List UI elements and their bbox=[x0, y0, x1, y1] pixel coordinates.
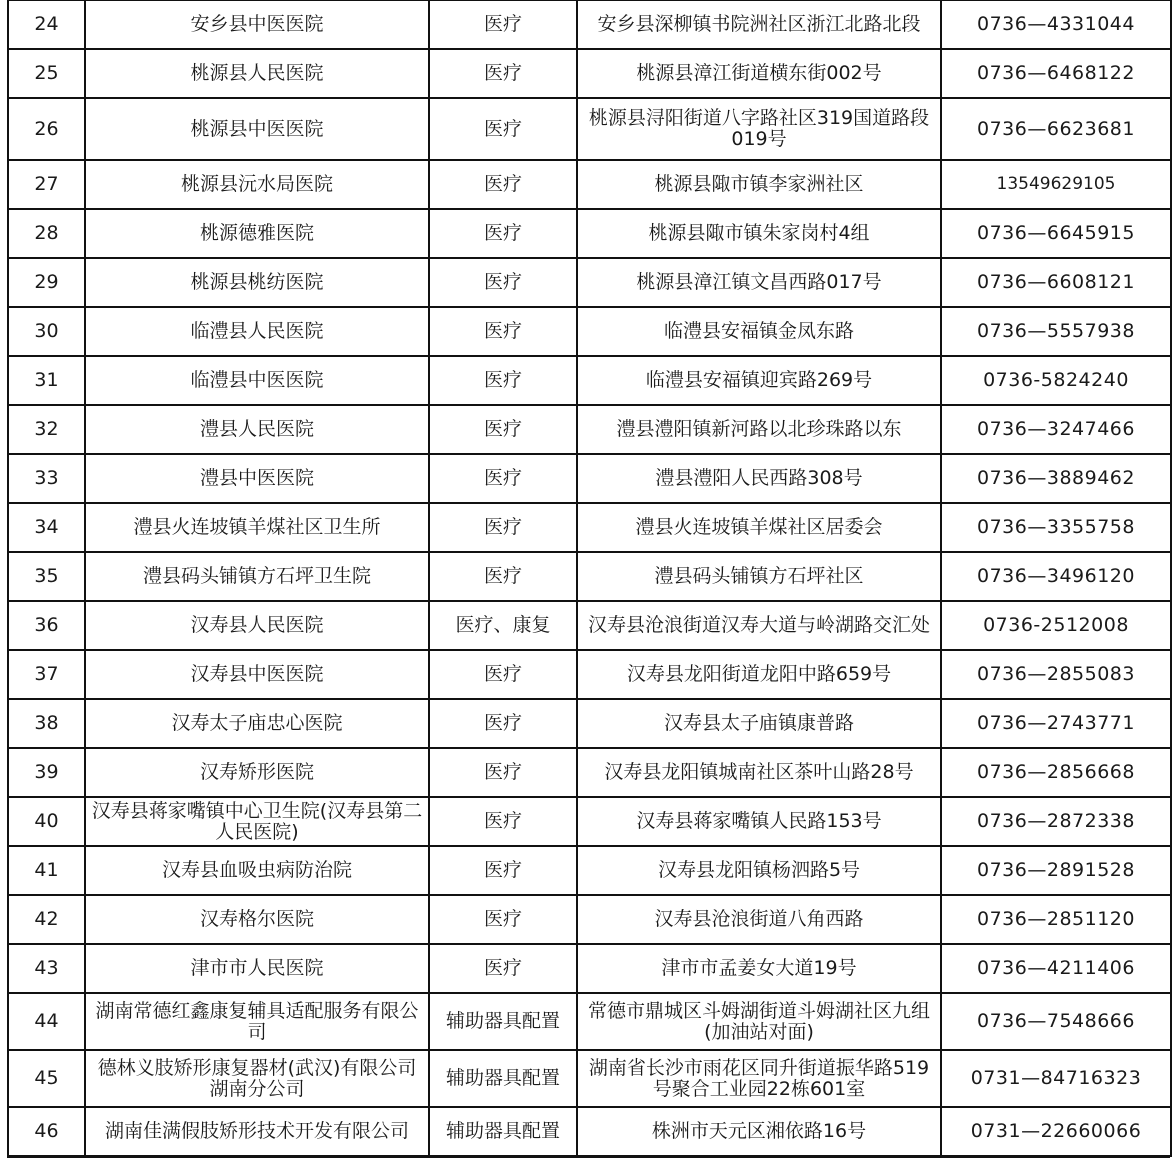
service-type-cell: 医疗 bbox=[429, 552, 577, 601]
table-row bbox=[8, 160, 1171, 209]
row-number-cell: 25 bbox=[8, 49, 85, 98]
table-row bbox=[8, 797, 1171, 846]
table-row bbox=[8, 503, 1171, 552]
table-row bbox=[8, 944, 1171, 993]
row-number-cell: 28 bbox=[8, 209, 85, 258]
institution-name-cell: 津市市人民医院 bbox=[85, 944, 429, 993]
institution-name-cell: 德林义肢矫形康复器材(武汉)有限公司湖南分公司 bbox=[85, 1050, 429, 1107]
table-row bbox=[8, 552, 1171, 601]
row-number-cell: 45 bbox=[8, 1050, 85, 1107]
service-type-cell: 医疗 bbox=[429, 944, 577, 993]
table-row bbox=[8, 993, 1171, 1050]
table-body bbox=[8, 0, 1171, 1156]
phone-cell: 0736-5824240 bbox=[941, 356, 1171, 405]
table-row bbox=[8, 895, 1171, 944]
hospital-table-sheet bbox=[7, 0, 1170, 1157]
address-cell: 津市市孟姜女大道19号 bbox=[577, 944, 941, 993]
institution-name-cell: 湖南常德红鑫康复辅具适配服务有限公司 bbox=[85, 993, 429, 1050]
table-row bbox=[8, 1107, 1171, 1156]
phone-cell: 0736—2851120 bbox=[941, 895, 1171, 944]
row-number-cell: 35 bbox=[8, 552, 85, 601]
address-cell: 汉寿县龙阳镇城南社区茶叶山路28号 bbox=[577, 748, 941, 797]
table-row bbox=[8, 209, 1171, 258]
phone-cell: 0731—84716323 bbox=[941, 1050, 1171, 1107]
row-number-cell: 43 bbox=[8, 944, 85, 993]
phone-cell: 0736—2891528 bbox=[941, 846, 1171, 895]
address-cell: 汉寿县蒋家嘴镇人民路153号 bbox=[577, 797, 941, 846]
service-type-cell: 辅助器具配置 bbox=[429, 993, 577, 1050]
address-cell: 桃源县陬市镇朱家岗村4组 bbox=[577, 209, 941, 258]
address-cell: 湖南省长沙市雨花区同升街道振华路519号聚合工业园22栋601室 bbox=[577, 1050, 941, 1107]
table-row bbox=[8, 405, 1171, 454]
institution-name-cell: 澧县人民医院 bbox=[85, 405, 429, 454]
service-type-cell: 医疗 bbox=[429, 209, 577, 258]
row-number-cell: 41 bbox=[8, 846, 85, 895]
phone-cell: 0736—4331044 bbox=[941, 0, 1171, 49]
table-row bbox=[8, 846, 1171, 895]
phone-cell: 0736—7548666 bbox=[941, 993, 1171, 1050]
institution-table bbox=[7, 0, 1172, 1157]
service-type-cell: 医疗 bbox=[429, 699, 577, 748]
service-type-cell: 医疗 bbox=[429, 0, 577, 49]
phone-cell: 0736—4211406 bbox=[941, 944, 1171, 993]
phone-cell: 0736-2512008 bbox=[941, 601, 1171, 650]
service-type-cell: 医疗 bbox=[429, 307, 577, 356]
institution-name-cell: 汉寿县中医医院 bbox=[85, 650, 429, 699]
service-type-cell: 医疗 bbox=[429, 748, 577, 797]
address-cell: 澧县澧阳镇新河路以北珍珠路以东 bbox=[577, 405, 941, 454]
row-number-cell: 33 bbox=[8, 454, 85, 503]
table-row bbox=[8, 49, 1171, 98]
table-row bbox=[8, 748, 1171, 797]
institution-name-cell: 汉寿矫形医院 bbox=[85, 748, 429, 797]
institution-name-cell: 澧县火连坡镇羊煤社区卫生所 bbox=[85, 503, 429, 552]
row-number-cell: 24 bbox=[8, 0, 85, 49]
institution-name-cell: 汉寿格尔医院 bbox=[85, 895, 429, 944]
service-type-cell: 辅助器具配置 bbox=[429, 1107, 577, 1156]
institution-name-cell: 桃源德雅医院 bbox=[85, 209, 429, 258]
service-type-cell: 医疗 bbox=[429, 98, 577, 160]
address-cell: 汉寿县龙阳街道龙阳中路659号 bbox=[577, 650, 941, 699]
institution-name-cell: 澧县中医医院 bbox=[85, 454, 429, 503]
phone-cell: 0736—6468122 bbox=[941, 49, 1171, 98]
row-number-cell: 27 bbox=[8, 160, 85, 209]
row-number-cell: 29 bbox=[8, 258, 85, 307]
service-type-cell: 医疗 bbox=[429, 454, 577, 503]
address-cell: 桃源县漳江镇文昌西路017号 bbox=[577, 258, 941, 307]
service-type-cell: 医疗 bbox=[429, 650, 577, 699]
institution-name-cell: 临澧县中医医院 bbox=[85, 356, 429, 405]
table-row bbox=[8, 0, 1171, 49]
service-type-cell: 医疗 bbox=[429, 160, 577, 209]
row-number-cell: 46 bbox=[8, 1107, 85, 1156]
service-type-cell: 医疗 bbox=[429, 846, 577, 895]
service-type-cell: 医疗 bbox=[429, 356, 577, 405]
phone-cell: 0736—5557938 bbox=[941, 307, 1171, 356]
institution-name-cell: 桃源县人民医院 bbox=[85, 49, 429, 98]
row-number-cell: 44 bbox=[8, 993, 85, 1050]
table-row bbox=[8, 1050, 1171, 1107]
service-type-cell: 医疗 bbox=[429, 405, 577, 454]
service-type-cell: 医疗 bbox=[429, 895, 577, 944]
address-cell: 株洲市天元区湘依路16号 bbox=[577, 1107, 941, 1156]
phone-cell: 0736—3355758 bbox=[941, 503, 1171, 552]
address-cell: 汉寿县太子庙镇康普路 bbox=[577, 699, 941, 748]
address-cell: 常德市鼎城区斗姆湖街道斗姆湖社区九组(加油站对面) bbox=[577, 993, 941, 1050]
institution-name-cell: 汉寿县血吸虫病防治院 bbox=[85, 846, 429, 895]
row-number-cell: 34 bbox=[8, 503, 85, 552]
institution-name-cell: 桃源县桃纺医院 bbox=[85, 258, 429, 307]
row-number-cell: 31 bbox=[8, 356, 85, 405]
service-type-cell: 医疗 bbox=[429, 797, 577, 846]
address-cell: 临澧县安福镇金凤东路 bbox=[577, 307, 941, 356]
address-cell: 澧县澧阳人民西路308号 bbox=[577, 454, 941, 503]
address-cell: 汉寿县沧浪街道八角西路 bbox=[577, 895, 941, 944]
institution-name-cell: 安乡县中医医院 bbox=[85, 0, 429, 49]
table-row bbox=[8, 601, 1171, 650]
address-cell: 桃源县陬市镇李家洲社区 bbox=[577, 160, 941, 209]
phone-cell: 0736—6645915 bbox=[941, 209, 1171, 258]
address-cell: 汉寿县龙阳镇杨泗路5号 bbox=[577, 846, 941, 895]
phone-cell: 0736—2856668 bbox=[941, 748, 1171, 797]
table-row bbox=[8, 699, 1171, 748]
phone-cell: 0736—3496120 bbox=[941, 552, 1171, 601]
phone-cell: 0731—22660066 bbox=[941, 1107, 1171, 1156]
address-cell: 桃源县漳江街道横东街002号 bbox=[577, 49, 941, 98]
row-number-cell: 38 bbox=[8, 699, 85, 748]
table-row bbox=[8, 454, 1171, 503]
service-type-cell: 医疗 bbox=[429, 49, 577, 98]
address-cell: 临澧县安福镇迎宾路269号 bbox=[577, 356, 941, 405]
row-number-cell: 30 bbox=[8, 307, 85, 356]
address-cell: 桃源县浔阳街道八字路社区319国道路段019号 bbox=[577, 98, 941, 160]
service-type-cell: 医疗 bbox=[429, 258, 577, 307]
institution-name-cell: 汉寿县人民医院 bbox=[85, 601, 429, 650]
institution-name-cell: 桃源县沅水局医院 bbox=[85, 160, 429, 209]
row-number-cell: 32 bbox=[8, 405, 85, 454]
institution-name-cell: 澧县码头铺镇方石坪卫生院 bbox=[85, 552, 429, 601]
table-row bbox=[8, 307, 1171, 356]
table-row bbox=[8, 356, 1171, 405]
row-number-cell: 26 bbox=[8, 98, 85, 160]
phone-cell: 13549629105 bbox=[941, 160, 1171, 209]
phone-cell: 0736—6608121 bbox=[941, 258, 1171, 307]
institution-name-cell: 汉寿县蒋家嘴镇中心卫生院(汉寿县第二人民医院) bbox=[85, 797, 429, 846]
row-number-cell: 37 bbox=[8, 650, 85, 699]
row-number-cell: 42 bbox=[8, 895, 85, 944]
institution-name-cell: 湖南佳满假肢矫形技术开发有限公司 bbox=[85, 1107, 429, 1156]
address-cell: 澧县码头铺镇方石坪社区 bbox=[577, 552, 941, 601]
table-row bbox=[8, 258, 1171, 307]
institution-name-cell: 桃源县中医医院 bbox=[85, 98, 429, 160]
institution-name-cell: 临澧县人民医院 bbox=[85, 307, 429, 356]
row-number-cell: 39 bbox=[8, 748, 85, 797]
phone-cell: 0736—2872338 bbox=[941, 797, 1171, 846]
service-type-cell: 医疗 bbox=[429, 503, 577, 552]
address-cell: 安乡县深柳镇书院洲社区浙江北路北段 bbox=[577, 0, 941, 49]
row-number-cell: 40 bbox=[8, 797, 85, 846]
phone-cell: 0736—3247466 bbox=[941, 405, 1171, 454]
phone-cell: 0736—3889462 bbox=[941, 454, 1171, 503]
address-cell: 澧县火连坡镇羊煤社区居委会 bbox=[577, 503, 941, 552]
phone-cell: 0736—6623681 bbox=[941, 98, 1171, 160]
service-type-cell: 医疗、康复 bbox=[429, 601, 577, 650]
row-number-cell: 36 bbox=[8, 601, 85, 650]
institution-name-cell: 汉寿太子庙忠心医院 bbox=[85, 699, 429, 748]
table-row bbox=[8, 650, 1171, 699]
phone-cell: 0736—2855083 bbox=[941, 650, 1171, 699]
phone-cell: 0736—2743771 bbox=[941, 699, 1171, 748]
address-cell: 汉寿县沧浪街道汉寿大道与岭湖路交汇处 bbox=[577, 601, 941, 650]
table-row bbox=[8, 98, 1171, 160]
service-type-cell: 辅助器具配置 bbox=[429, 1050, 577, 1107]
